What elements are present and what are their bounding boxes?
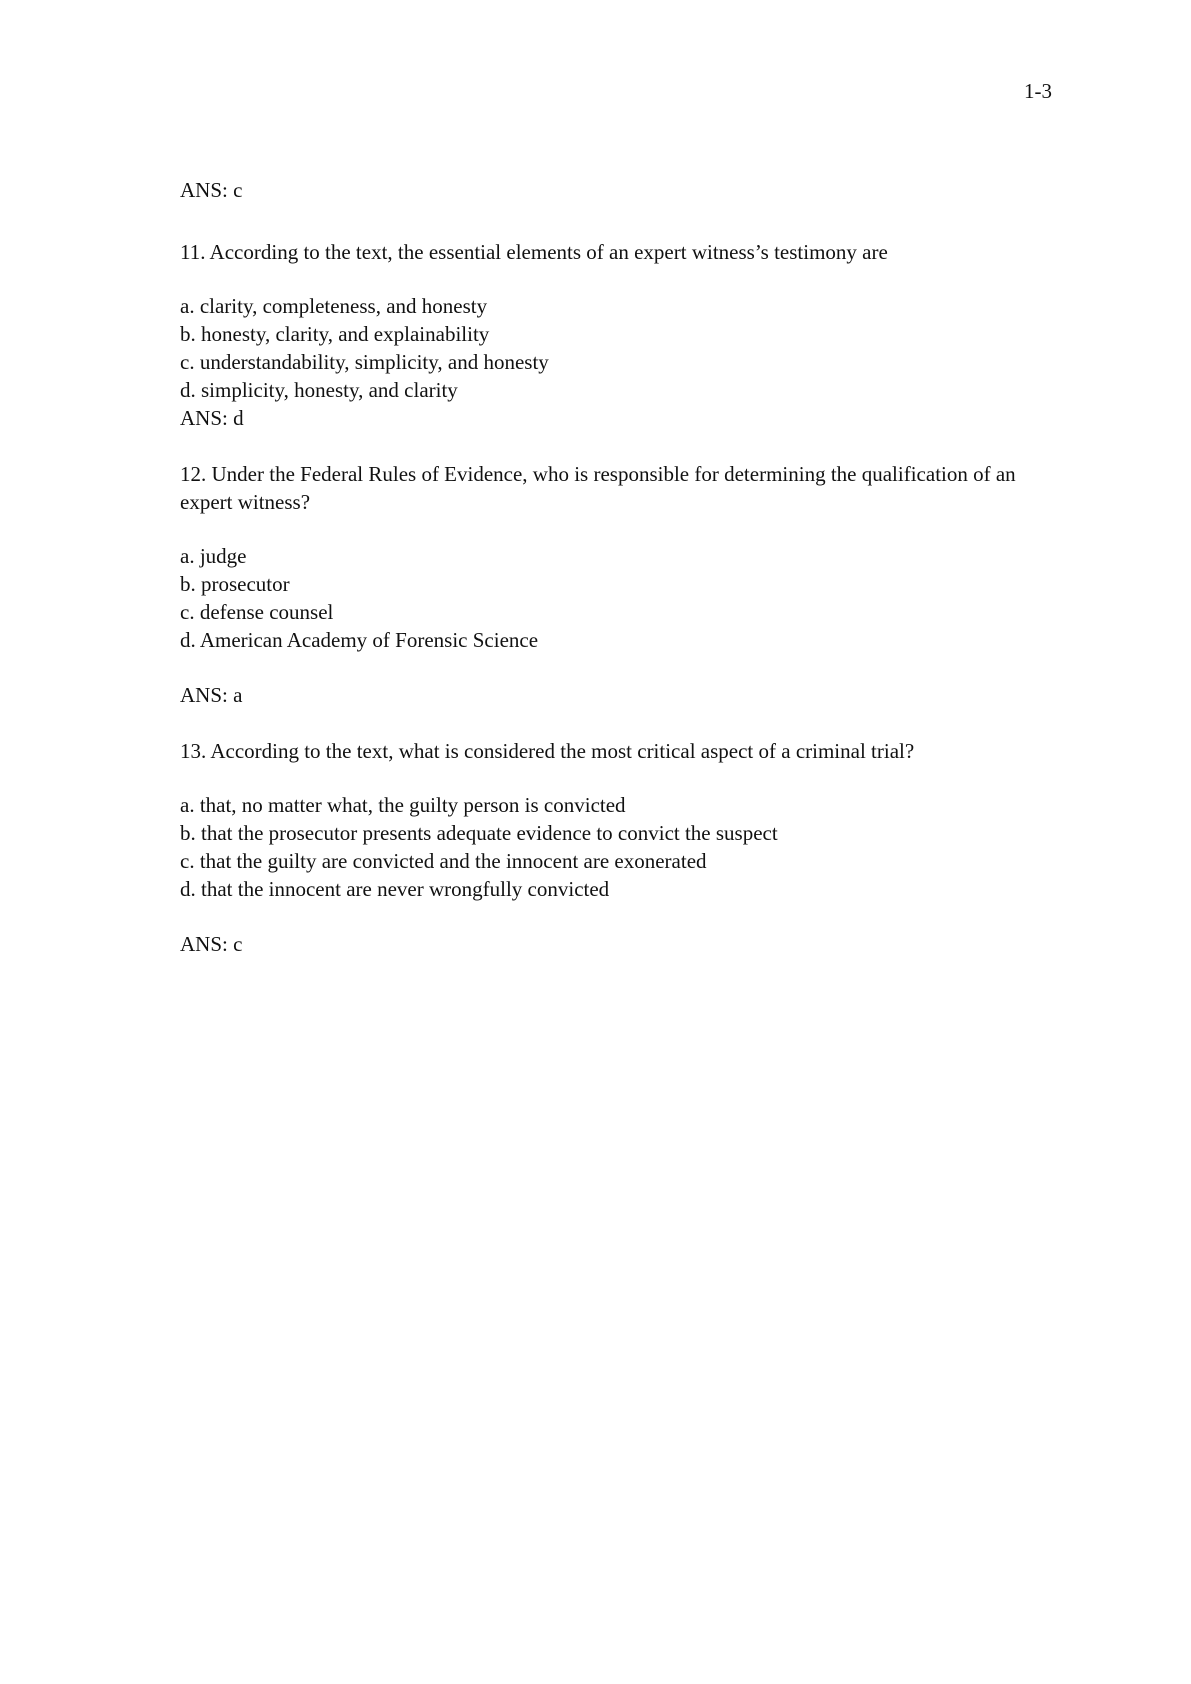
- answer-options: [180, 542, 1060, 654]
- answer-option-c: c. that the guilty are convicted and the innocent are exonerated: [180, 849, 707, 873]
- question-12: [180, 460, 1060, 709]
- question-text: 13. According to the text, what is considered the most critical aspect of a criminal trial?: [180, 739, 915, 763]
- question-11: [180, 238, 1060, 432]
- answer-option-a: a. clarity, completeness, and honesty: [180, 294, 488, 318]
- answer-option-d: d. American Academy of Forensic Science: [180, 628, 539, 652]
- answer-option-a: a. that, no matter what, the guilty person is convicted: [180, 793, 626, 817]
- answer-options: [180, 791, 1060, 903]
- answer-option-b: b. prosecutor: [180, 572, 290, 596]
- answer-key: ANS: c: [180, 932, 243, 956]
- answer-key: ANS: d: [180, 406, 244, 430]
- answer-option-b: b. honesty, clarity, and explainability: [180, 322, 490, 346]
- answer-key: ANS: a: [180, 683, 243, 707]
- question-13: [180, 737, 1060, 958]
- answer-option-c: c. understandability, simplicity, and honesty: [180, 350, 549, 374]
- answer-option-b: b. that the prosecutor presents adequate evidence to convict the suspect: [180, 821, 778, 845]
- answer-option-d: d. simplicity, honesty, and clarity: [180, 378, 458, 402]
- previous-answer: ANS: c: [180, 178, 243, 202]
- answer-option-c: c. defense counsel: [180, 600, 334, 624]
- question-list: [180, 176, 1060, 986]
- question-text: 12. Under the Federal Rules of Evidence, who is responsible for determining the qualification of an expert witness?: [180, 462, 1016, 514]
- page-number: 1-3: [1024, 79, 1052, 103]
- answer-option-a: a. judge: [180, 544, 247, 568]
- answer-option-d: d. that the innocent are never wrongfully convicted: [180, 877, 610, 901]
- question-text: 11. According to the text, the essential elements of an expert witness’s testimony are: [180, 240, 888, 264]
- answer-options: [180, 292, 1060, 404]
